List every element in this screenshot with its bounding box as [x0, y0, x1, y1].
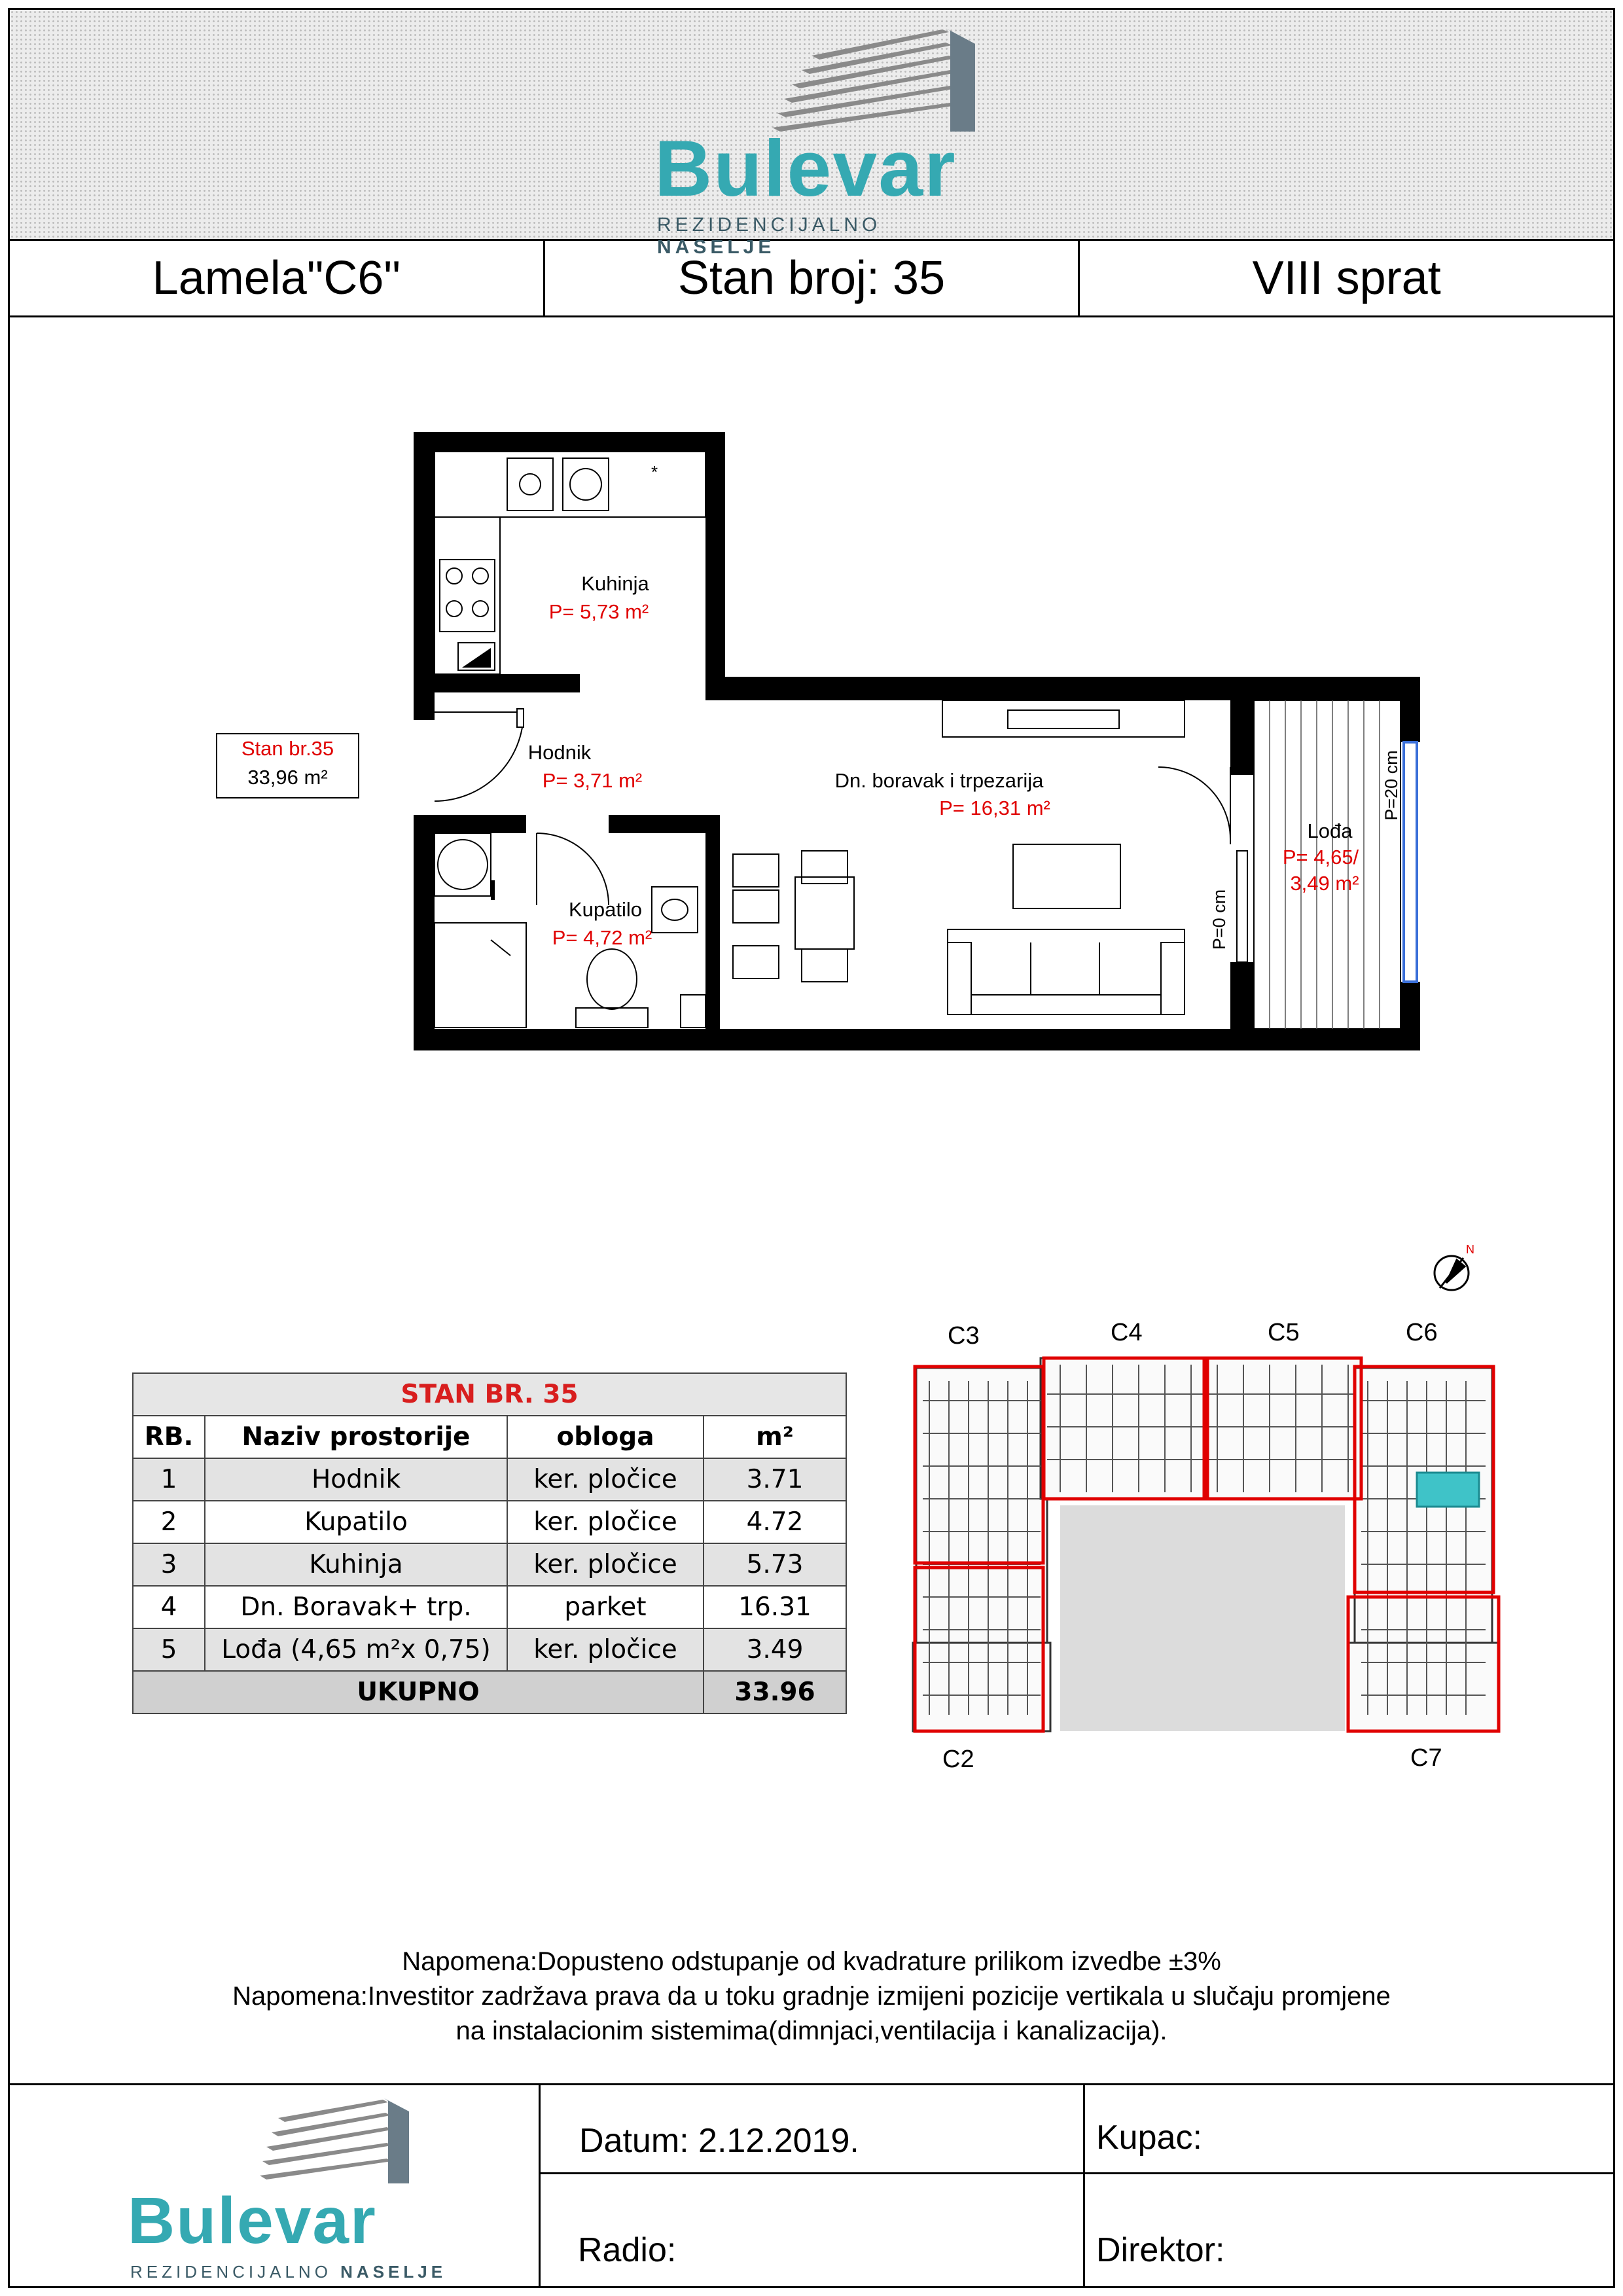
apartment-tag-title: Stan br.35	[241, 737, 334, 760]
site-label-c5: C5	[1268, 1319, 1300, 1346]
north-arrow-icon	[1435, 1243, 1474, 1290]
room-area-loda-1: P= 4,65/	[1282, 846, 1359, 869]
table-cell-rb: 5	[133, 1628, 205, 1671]
room-table-header-name: Naziv prostorije	[205, 1416, 507, 1458]
footer-brand-subtitle	[130, 2262, 446, 2282]
room-label-boravak: Dn. boravak i trpezarija	[834, 769, 1044, 792]
table-cell-name: Lođa (4,65 m²x 0,75)	[205, 1628, 507, 1671]
brand-name: Bulevar	[654, 124, 957, 213]
room-area-kupatilo: P= 4,72 m²	[552, 926, 652, 949]
room-table-header-area: m²	[704, 1416, 846, 1458]
highlighted-apartment	[1417, 1473, 1479, 1507]
table-cell-name: Kuhinja	[205, 1543, 507, 1586]
table-cell-obloga: parket	[507, 1586, 704, 1628]
site-label-c6: C6	[1406, 1319, 1438, 1346]
footer-direktor: Direktor:	[1096, 2231, 1225, 2269]
room-area-kuhinja: P= 5,73 m²	[548, 600, 649, 623]
footer	[10, 2083, 1613, 2288]
table-cell-obloga: ker. pločice	[507, 1628, 704, 1671]
note-line-1: Napomena:Dopusteno odstupanje od kvadrature prilikom izvedbe ±3%	[402, 1947, 1221, 1976]
site-label-c4: C4	[1111, 1319, 1143, 1346]
brand-subtitle-prefix: REZIDENCIJALNO	[657, 214, 882, 236]
table-cell-obloga: ker. pločice	[507, 1501, 704, 1543]
table-cell-rb: 4	[133, 1586, 205, 1628]
building-logo-icon	[252, 2092, 422, 2197]
table-cell-area: 16.31	[704, 1586, 846, 1628]
table-total-label: UKUPNO	[133, 1671, 704, 1713]
table-cell-name: Kupatilo	[205, 1501, 507, 1543]
stove-mark: *	[651, 462, 658, 482]
footer-datum: Datum: 2.12.2019.	[579, 2122, 859, 2160]
table-cell-name: Dn. Boravak+ trp.	[205, 1586, 507, 1628]
room-area-hodnik: P= 3,71 m²	[542, 769, 643, 792]
table-cell-area: 5.73	[704, 1543, 846, 1586]
table-cell-area: 3.71	[704, 1458, 846, 1501]
courtyard	[1060, 1505, 1345, 1731]
room-label-kuhinja: Kuhinja	[581, 572, 649, 595]
site-label-c3: C3	[948, 1322, 980, 1350]
footer-kupac: Kupac:	[1096, 2119, 1202, 2157]
parapet-0-label: P=0 cm	[1209, 889, 1229, 950]
table-cell-rb: 1	[133, 1458, 205, 1501]
table-total-value: 33.96	[704, 1671, 846, 1713]
room-table-title: STAN BR. 35	[133, 1373, 846, 1416]
note-line-2: Napomena:Investitor zadržava prava da u toku gradnje izmijeni pozicije vertikala u slučaju promjene	[232, 1982, 1391, 2011]
table-cell-area: 4.72	[704, 1501, 846, 1543]
footer-radio: Radio:	[578, 2231, 677, 2269]
table-cell-rb: 3	[133, 1543, 205, 1586]
room-area-boravak: P= 16,31 m²	[939, 797, 1050, 819]
parapet-20-label: P=20 cm	[1382, 750, 1401, 821]
lamela-label: Lamela"C6"	[152, 252, 401, 304]
table-cell-name: Hodnik	[205, 1458, 507, 1501]
apartment-tag-area: 33,96 m²	[247, 766, 328, 789]
footer-brand-name: Bulevar	[128, 2184, 377, 2257]
room-label-loda: Lođa	[1307, 819, 1353, 842]
floor-label: VIII sprat	[1078, 241, 1613, 315]
room-label-kupatilo: Kupatilo	[568, 898, 643, 921]
table-cell-rb: 2	[133, 1501, 205, 1543]
footer-grid-hline	[539, 2172, 1613, 2174]
footer-grid-vline	[1083, 2085, 1085, 2288]
site-label-c2: C2	[942, 1746, 974, 1773]
room-table-header-rb: RB.	[133, 1416, 205, 1458]
svg-text:N: N	[1466, 1243, 1474, 1256]
room-area-loda-2: 3,49 m²	[1290, 872, 1359, 895]
note-line-3: na instalacionim sistemima(dimnjaci,ventilacija i kanalizacija).	[455, 2017, 1168, 2045]
table-cell-area: 3.49	[704, 1628, 846, 1671]
site-label-c7: C7	[1410, 1744, 1442, 1772]
stan-number: Stan broj: 35	[543, 241, 1079, 315]
room-label-hodnik: Hodnik	[527, 741, 592, 764]
table-cell-obloga: ker. pločice	[507, 1458, 704, 1501]
footer-brand-subtitle-bold: NASELJE	[340, 2262, 447, 2282]
table-cell-obloga: ker. pločice	[507, 1543, 704, 1586]
room-table-header-obloga: obloga	[507, 1416, 704, 1458]
footer-brand-subtitle-prefix: REZIDENCIJALNO	[130, 2262, 332, 2282]
brand-subtitle-bold: NASELJE	[657, 236, 776, 258]
footer-logo	[10, 2085, 541, 2288]
